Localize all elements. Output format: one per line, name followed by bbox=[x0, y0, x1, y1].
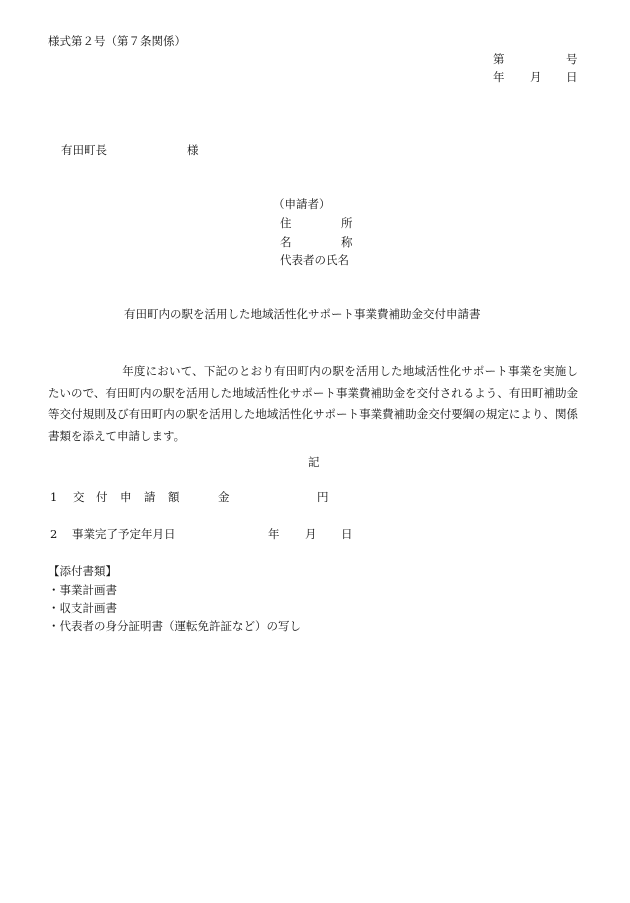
attachment-item: ・事業計画書 bbox=[48, 583, 117, 597]
item1-number: 1 bbox=[50, 490, 58, 504]
applicant-address-label-a: 住 bbox=[280, 216, 292, 230]
item1-en: 円 bbox=[317, 490, 329, 504]
item2-number: 2 bbox=[50, 527, 58, 541]
applicant-representative-label: 代表者の氏名 bbox=[280, 253, 349, 267]
attachments-heading: 【添付書類】 bbox=[48, 564, 117, 578]
document-title: 有田町内の駅を活用した地域活性化サポート事業費補助金交付申請書 bbox=[124, 307, 481, 321]
item1-char-2: 付 bbox=[96, 490, 108, 504]
body-text: 年度において、下記のとおり有田町内の駅を活用した地域活性化サポート事業を実施したいので、有田町内の駅を活用した地域活性化サポート事業費補助金を交付されるよう、有田町補助金等交付規則及び有田町内の駅を活用した地域活性化サポート事業費補助金交付要綱の規定により、関係書類を添えて申請します。 bbox=[48, 364, 578, 443]
item1-char-3: 申 bbox=[120, 490, 132, 504]
doc-number-go: 号 bbox=[566, 52, 578, 66]
body-paragraph bbox=[48, 361, 578, 447]
item1-char-1: 交 bbox=[73, 490, 85, 504]
attachment-item: ・代表者の身分証明書（運転免許証など）の写し bbox=[48, 619, 301, 633]
form-number: 様式第２号（第７条関係） bbox=[48, 34, 186, 48]
item2-label: 事業完了予定年月日 bbox=[72, 527, 176, 541]
attachment-item: ・収支計画書 bbox=[48, 601, 117, 615]
item2-year: 年 bbox=[268, 527, 280, 541]
item2-month: 月 bbox=[305, 527, 317, 541]
date-month: 月 bbox=[530, 70, 542, 84]
item1-char-4: 請 bbox=[144, 490, 156, 504]
date-year: 年 bbox=[493, 70, 505, 84]
addressee-honorific: 様 bbox=[187, 143, 199, 157]
applicant-name-label-b: 称 bbox=[341, 235, 353, 249]
item1-char-5: 額 bbox=[168, 490, 180, 504]
ki-heading: 記 bbox=[308, 455, 320, 469]
item1-kin: 金 bbox=[218, 490, 230, 504]
doc-number-dai: 第 bbox=[493, 52, 505, 66]
applicant-heading: （申請者） bbox=[273, 197, 331, 211]
applicant-address-label-b: 所 bbox=[341, 216, 353, 230]
addressee-title: 有田町長 bbox=[61, 143, 107, 157]
applicant-name-label-a: 名 bbox=[280, 235, 292, 249]
date-day: 日 bbox=[566, 70, 578, 84]
item2-day: 日 bbox=[341, 527, 353, 541]
